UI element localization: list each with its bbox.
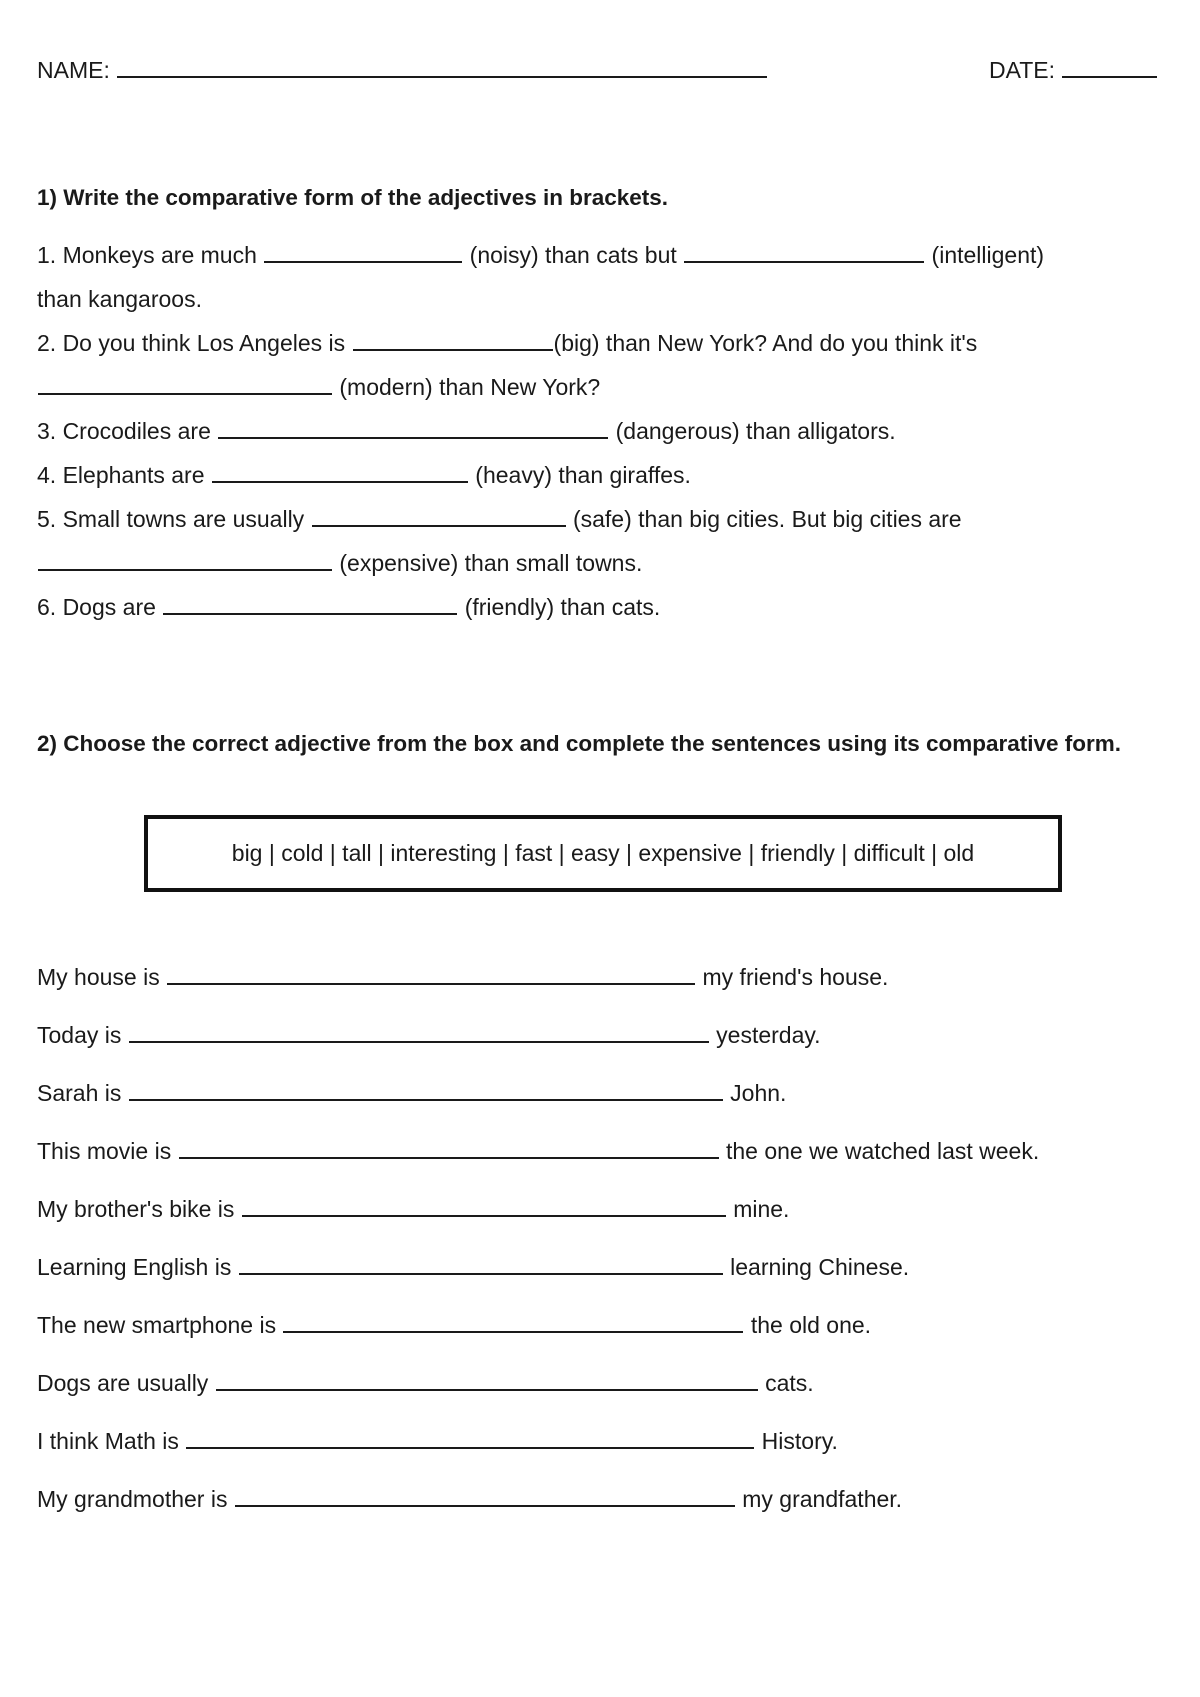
- exercise6-line: 6. Dogs are (friendly) than cats.: [37, 594, 661, 620]
- answer-blank[interactable]: [38, 375, 332, 395]
- answer-blank[interactable]: [212, 463, 468, 483]
- answer-blank[interactable]: [218, 419, 608, 439]
- exercise2-line: 2. Do you think Los Angeles is (big) than New York? And do you think it's: [37, 330, 978, 356]
- date-row: [989, 55, 1158, 85]
- answer-blank[interactable]: [353, 331, 553, 351]
- answer-blank[interactable]: [684, 243, 924, 263]
- word-box-text: big | cold | tall | interesting | fast | easy | expensive | friendly | difficult | old: [231, 840, 975, 866]
- section1-heading: 1) Write the comparative form of the adjectives in brackets.: [37, 185, 669, 210]
- section2-heading: 2) Choose the correct adjective from the box and complete the sentences using its comparative form.: [37, 731, 1122, 756]
- name-row: [37, 55, 768, 85]
- answer-blank[interactable]: [186, 1429, 754, 1449]
- answer-blank[interactable]: [235, 1487, 735, 1507]
- exercise4-line: 4. Elephants are (heavy) than giraffes.: [37, 462, 691, 488]
- answer-blank[interactable]: [129, 1081, 723, 1101]
- sentence-line: Learning English is learning Chinese.: [37, 1254, 910, 1280]
- exercise1-line: 1. Monkeys are much (noisy) than cats but (intelligent): [37, 242, 1045, 268]
- word-box: [144, 815, 1062, 892]
- exercise2-line: (modern) than New York?: [37, 372, 600, 402]
- answer-blank[interactable]: [239, 1255, 723, 1275]
- sentence-line: This movie is the one we watched last week.: [37, 1138, 1040, 1164]
- answer-blank[interactable]: [129, 1023, 709, 1043]
- answer-blank[interactable]: [179, 1139, 719, 1159]
- sentence-line: My grandmother is my grandfather.: [37, 1486, 903, 1512]
- sentence-line: Dogs are usually cats.: [37, 1370, 814, 1396]
- answer-blank[interactable]: [242, 1197, 726, 1217]
- exercise1-line: than kangaroos.: [37, 286, 202, 312]
- answer-blank[interactable]: [216, 1371, 758, 1391]
- sentence-line: My brother's bike is mine.: [37, 1196, 790, 1222]
- date-blank[interactable]: [1062, 58, 1157, 78]
- answer-blank[interactable]: [312, 507, 566, 527]
- exercise3-line: 3. Crocodiles are (dangerous) than alligators.: [37, 418, 896, 444]
- answer-blank[interactable]: [163, 595, 457, 615]
- name-label: NAME:: [37, 57, 110, 83]
- sentence-line: The new smartphone is the old one.: [37, 1312, 872, 1338]
- date-label: DATE:: [989, 57, 1056, 83]
- sentence-line: I think Math is History.: [37, 1428, 838, 1454]
- answer-blank[interactable]: [38, 551, 332, 571]
- exercise5-line: (expensive) than small towns.: [37, 548, 642, 578]
- sentence-line: Sarah is John.: [37, 1080, 787, 1106]
- answer-blank[interactable]: [167, 965, 695, 985]
- sentence-line: Today is yesterday.: [37, 1022, 821, 1048]
- name-blank[interactable]: [117, 58, 767, 78]
- answer-blank[interactable]: [283, 1313, 743, 1333]
- answer-blank[interactable]: [264, 243, 462, 263]
- sentence-line: My house is my friend's house.: [37, 964, 889, 990]
- exercise5-line: 5. Small towns are usually (safe) than big cities. But big cities are: [37, 506, 962, 532]
